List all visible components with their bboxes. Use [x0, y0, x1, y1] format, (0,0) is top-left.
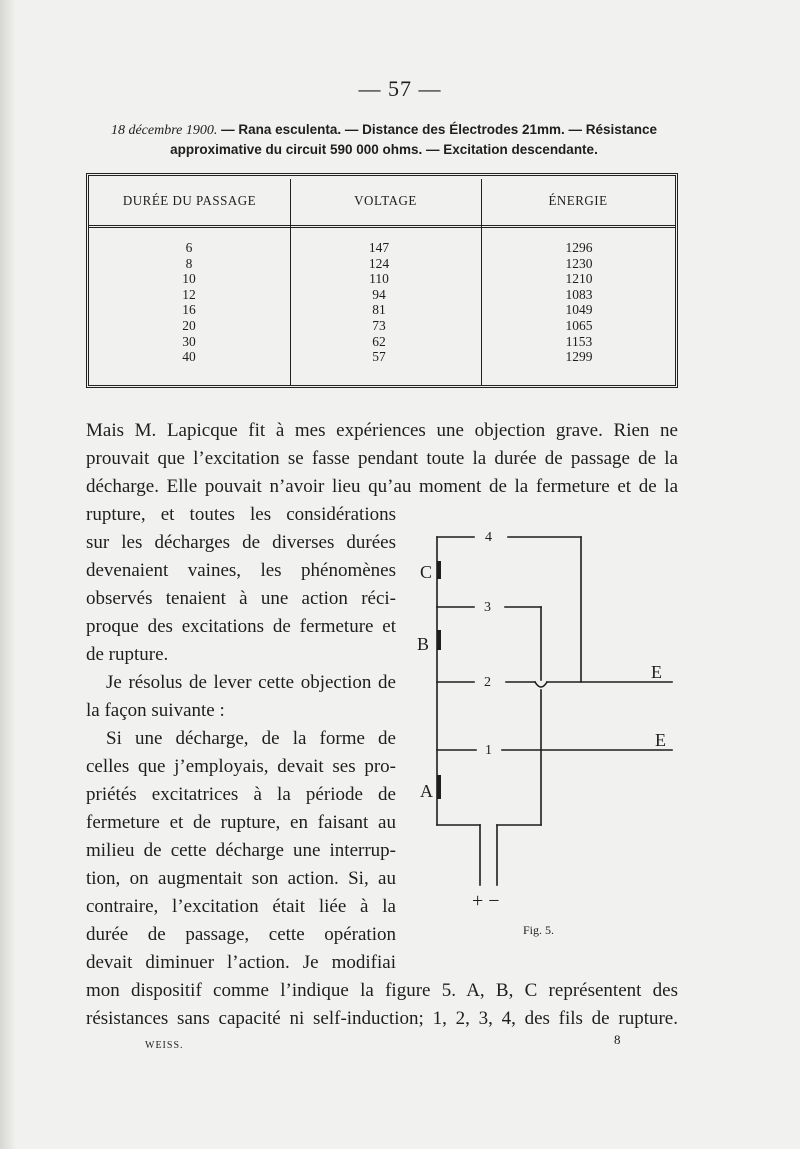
label-b: B [417, 634, 430, 654]
table-cell: 12 [182, 286, 196, 302]
resistor-a [437, 775, 441, 799]
table-cell: 10 [182, 271, 196, 287]
label-e-top: E [651, 662, 662, 682]
table-cell: 1153 [565, 333, 593, 349]
table-cell: 124 [368, 255, 390, 271]
text-line: proque des excitations de fermeture et [86, 616, 396, 637]
table-cell: 16 [182, 302, 196, 318]
text-line: Si une décharge, de la forme de [106, 728, 396, 749]
text-line: Je résolus de lever cette objection de [106, 672, 396, 693]
header-energie: ÉNERGIE [548, 192, 608, 209]
resistor-c [437, 561, 441, 579]
text-line: devenaient vaines, les phénomènes [86, 560, 396, 581]
table-cell: 57 [372, 349, 386, 365]
text-line: prouvait que l’excitation se fasse pendant toute la durée de passage de la [86, 448, 678, 469]
text-line: contraire, l’excitation était liée à la [86, 896, 396, 917]
label-a: A [420, 781, 433, 801]
caption-rest: — Rana esculenta. — Distance des Électrodes 21mm. — Résistance [217, 122, 658, 137]
page-number: — 57 — [358, 76, 442, 101]
table-cell: 1210 [565, 271, 593, 287]
table-cell: 81 [372, 302, 386, 318]
table-cell: 6 [185, 240, 193, 255]
text-line: décharge. Elle pouvait n’avoir lieu qu’au moment de la fermeture et de la [86, 476, 678, 497]
caption-line-2: approximative du circuit 590 000 ohms. — Excitation descendante. [170, 142, 598, 157]
footer-signature: WEISS. [145, 1040, 184, 1051]
text-line: durée de passage, cette opération [86, 924, 396, 945]
table-cell: 40 [182, 349, 196, 365]
table-cell: 1049 [565, 302, 593, 318]
table-cell: 1065 [565, 317, 593, 333]
table-cell: 30 [182, 333, 196, 349]
label-2: 2 [484, 675, 491, 690]
text-line: Mais M. Lapicque fit à mes expériences une objection grave. Rien ne [86, 420, 678, 441]
table-cell: 147 [368, 240, 390, 255]
text-line: de rupture. [86, 644, 169, 665]
text-line: sur les décharges de diverses durées [86, 532, 396, 553]
label-plus-minus: + − [472, 890, 500, 912]
text-line: résistances sans capacité ni self-induction; 1, 2, 3, 4, des fils de rupture. [86, 1008, 678, 1029]
table-cell: 8 [185, 255, 193, 271]
text-line: fermeture et de rupture, en faisant au [86, 812, 396, 833]
table-cell: 1230 [565, 255, 593, 271]
table-cell: 1083 [565, 286, 593, 302]
table-cell: 94 [372, 286, 386, 302]
header-voltage: VOLTAGE [354, 192, 417, 209]
table-cell: 1296 [565, 240, 593, 255]
label-c: C [420, 562, 433, 582]
figure-caption: Fig. 5. [523, 923, 555, 937]
table-cell: 20 [182, 317, 196, 333]
label-4: 4 [485, 530, 492, 545]
text-line: rupture, et toutes les considérations [86, 504, 396, 525]
text-line: milieu de cette décharge une interrup- [86, 840, 396, 861]
table-cell: 62 [372, 333, 386, 349]
text-line: tion, on augmentait son action. Si, au [86, 868, 396, 889]
header-duree: DURÉE DU PASSAGE [122, 192, 257, 209]
label-1: 1 [485, 743, 492, 758]
caption-date: 18 décembre 1900. [110, 123, 218, 138]
text-line: priétés excitatrices à la période de [86, 784, 396, 805]
table-cell: 1299 [565, 349, 593, 365]
text-line: celles que j’employais, devait ses pro- [86, 756, 396, 777]
text-line: devait diminuer l’action. Je modifiai [86, 952, 396, 973]
table-cell: 110 [369, 271, 389, 287]
footer-sheet-number: 8 [614, 1032, 621, 1047]
label-3: 3 [484, 600, 491, 615]
resistor-b [437, 630, 441, 650]
label-e-bottom: E [655, 730, 666, 750]
text-line: observés tenaient à une action réci- [86, 588, 396, 609]
text-line: mon dispositif comme l’indique la figure 5. A, B, C représentent des [86, 980, 678, 1001]
text-line: la façon suivante : [86, 700, 225, 721]
table-cell: 73 [372, 317, 386, 333]
